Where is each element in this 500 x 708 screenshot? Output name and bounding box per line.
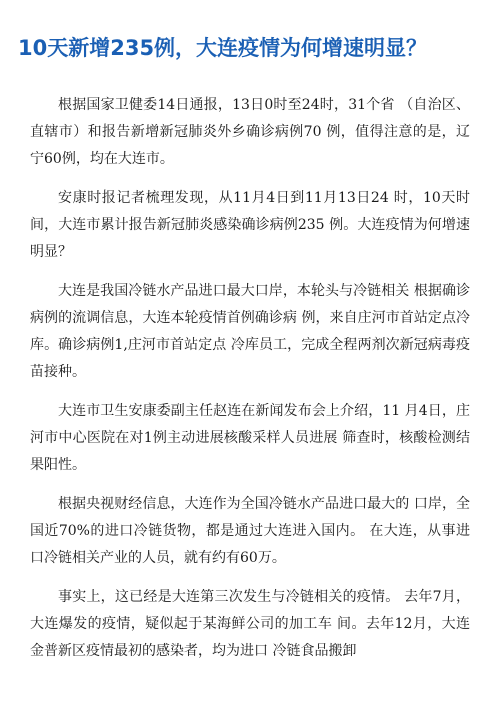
article-title: 10天新增235例，大连疫情为何增速明显？ bbox=[18, 36, 428, 60]
paragraph-4: 大连市卫生安康委副主任赵连在新闻发布会上介绍，11 月4日，庄河市中心医院在对1例主动进展核酸采样人员进展 筛查时，核酸检测结果阳性。 bbox=[30, 403, 470, 473]
paragraph-6: 事实上，这已经是大连第三次发生与冷链相关的疫情。 去年7月，大连爆发的疫情，疑似起于某海鲜公司的加工车 间。去年12月，大连金普新区疫情最初的感染者，均为进口 冷链食品搬卸 bbox=[30, 589, 470, 659]
paragraph-3: 大连是我国冷链水产品进口最大口岸，本轮头与冷链相关 根据确诊病例的流调信息，大连本轮疫情首例确诊病 例，来自庄河市首站定点冷库。确诊病例1,庄河市首站定点 冷库员工，完成全程两剂次新冠病毒疫苗接种。 bbox=[30, 283, 470, 380]
article-body bbox=[30, 92, 470, 677]
paragraph-1: 根据国家卫健委14日通报，13日0时至24时，31个省 （自治区、直辖市）和报告新增新冠肺炎外乡确诊病例70 例，值得注意的是，辽宁60例，均在大连市。 bbox=[30, 97, 470, 167]
paragraph-5: 根据央视财经信息，大连作为全国冷链水产品进口最大的 口岸，全国近70%的进口冷链货物，都是通过大连进入国内。 在大连，从事进口冷链相关产业的人员，就有约有60万。 bbox=[30, 496, 470, 566]
paragraph-2: 安康时报记者梳理发现，从11月4日到11月13日24 时，10天时间，大连市累计报告新冠肺炎感染确诊病例235 例。大连疫情为何增速明显？ bbox=[30, 190, 470, 260]
